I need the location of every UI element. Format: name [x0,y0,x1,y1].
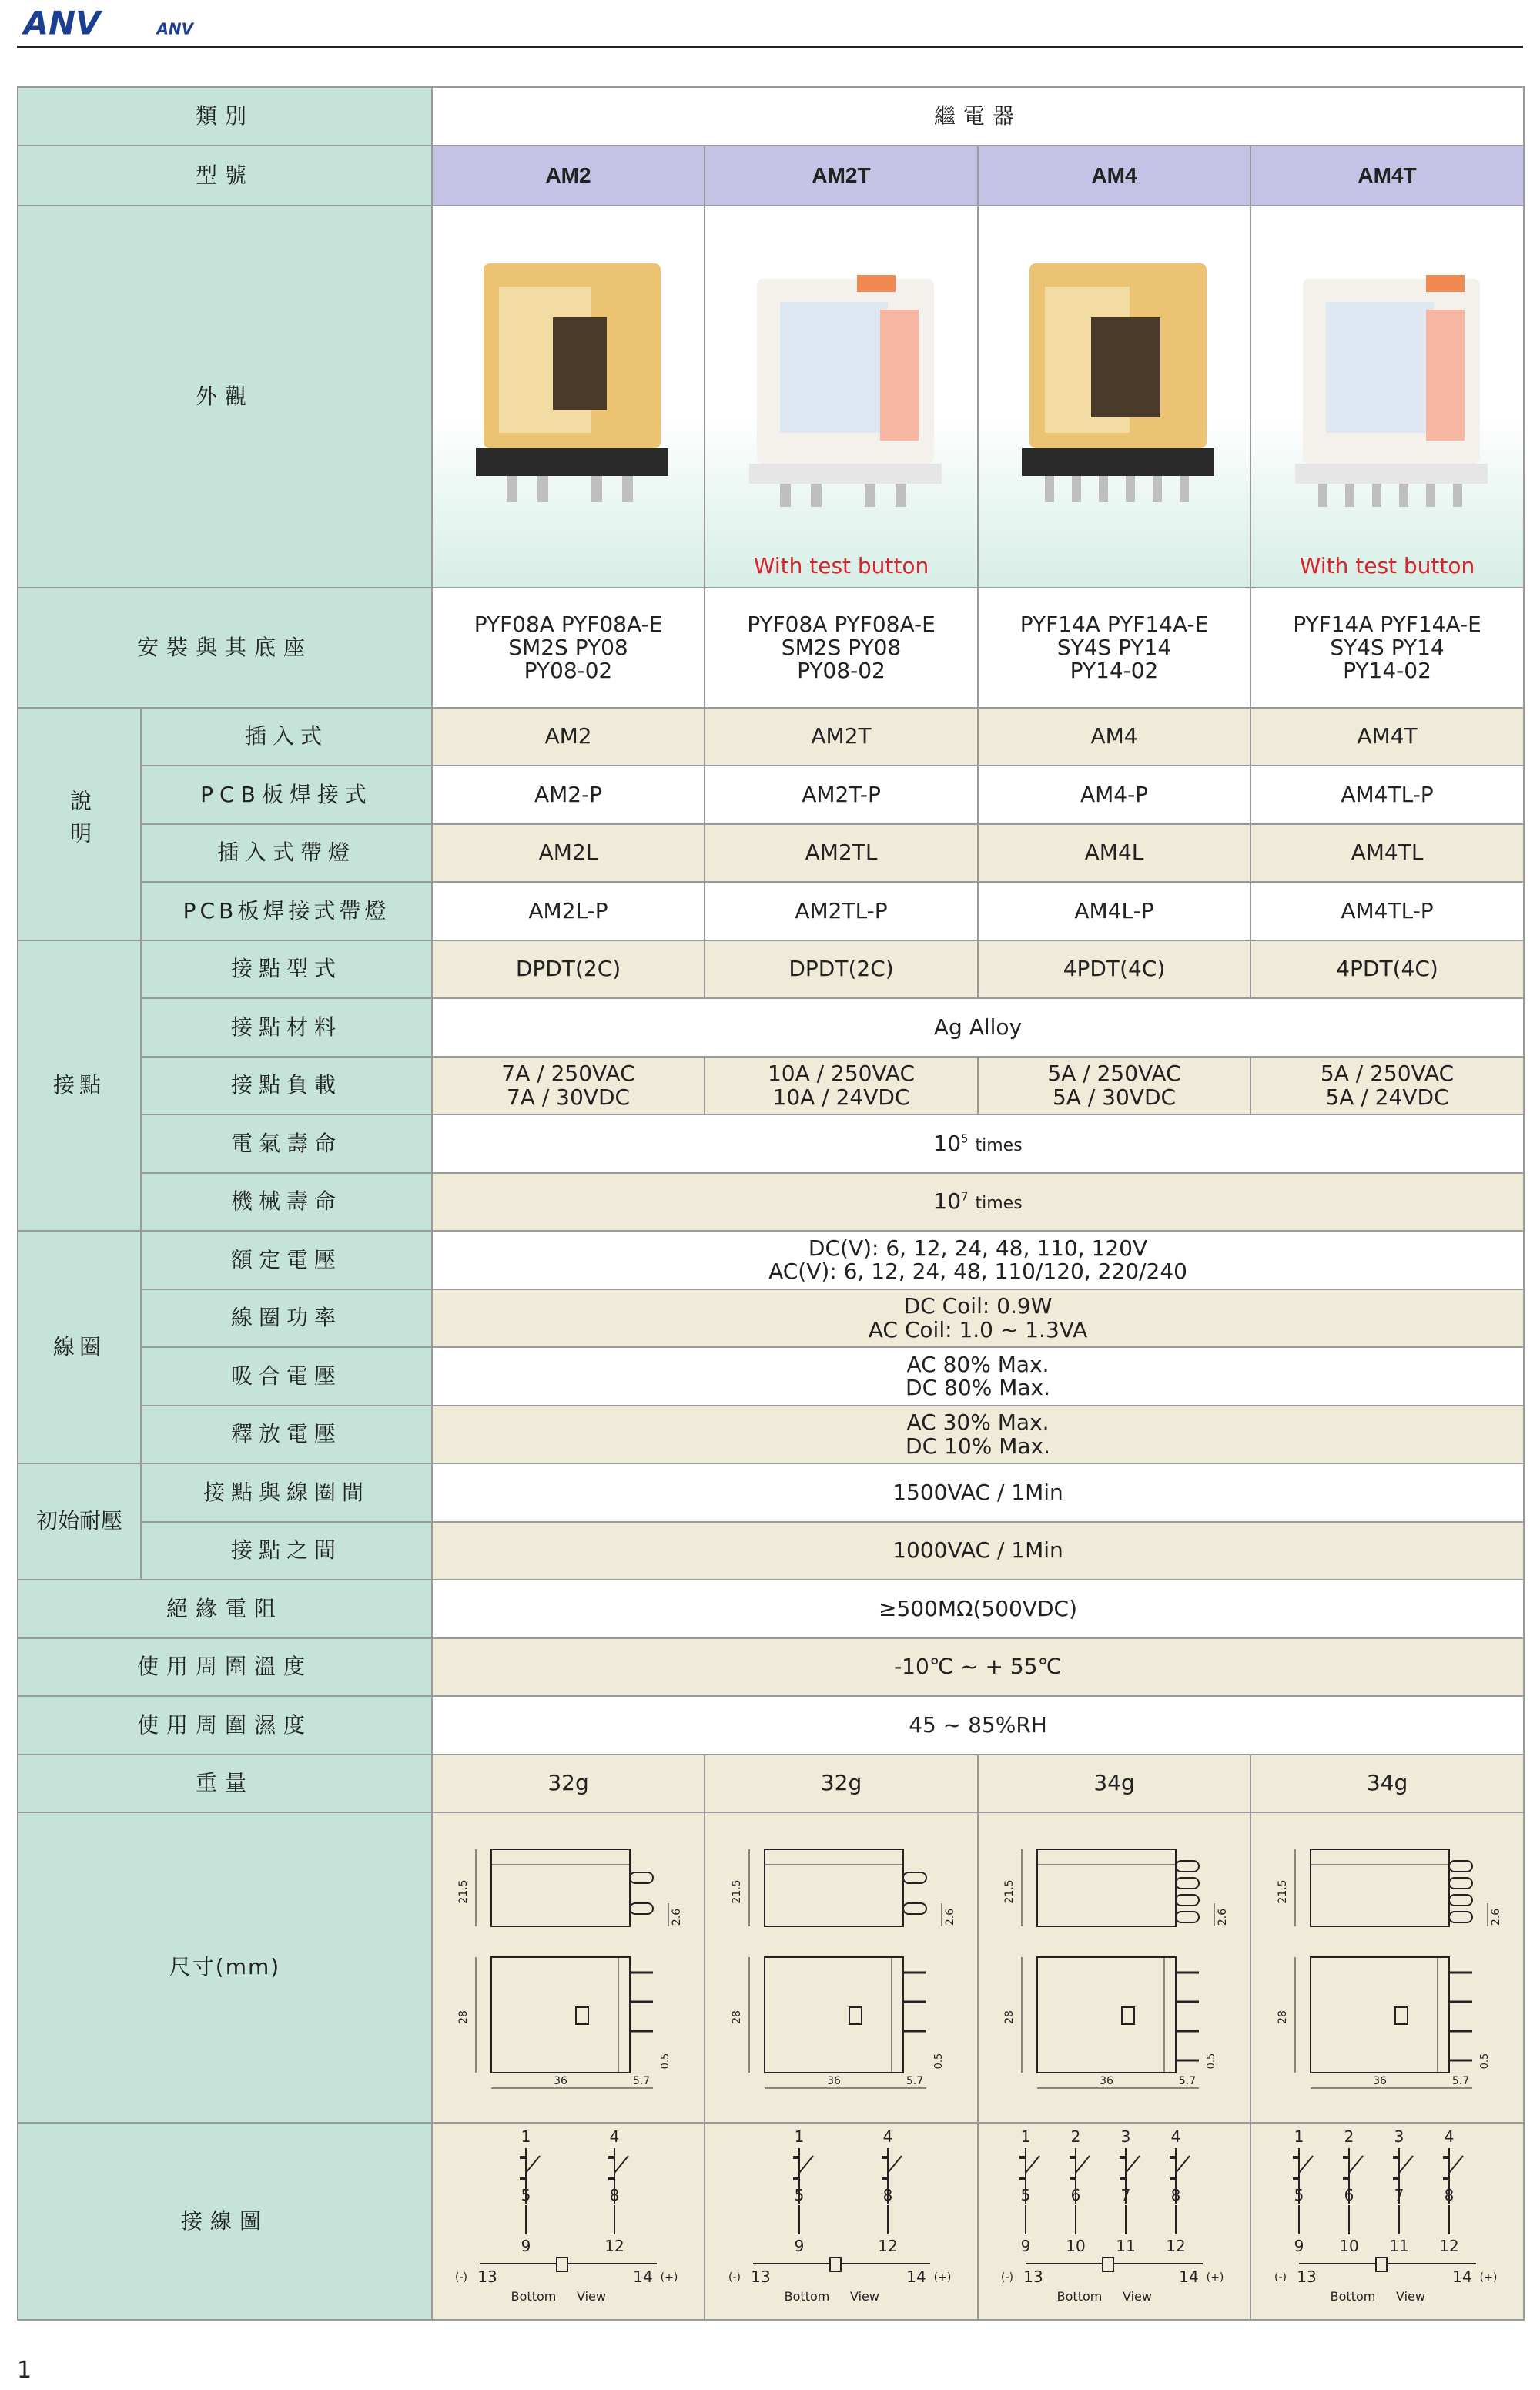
terminal-label: 12 [1166,2236,1186,2255]
contact-switch [1026,2156,1040,2173]
release-value [432,1406,1524,1463]
power-line: AC Coil: 1.0 ~ 1.3VA [868,1316,1088,1342]
desc-value: AM4-P [978,766,1250,824]
row-pickup [18,1347,1524,1406]
bottom-view-label: View [1395,2288,1425,2304]
coil-symbol [1103,2258,1113,2271]
coil-minus-label: (-) [728,2271,741,2284]
model-am4: AM4 [978,146,1250,206]
bottom-view-label: View [577,2288,606,2304]
mounting-line: PYF14A PYF14A-E [1019,611,1209,637]
dimension-drawing [991,1818,1237,2111]
dimension-drawing-cell [978,1812,1250,2123]
dimension-pin-text: 2.6 [671,1909,684,1926]
pickup-line: AC 80% Max. [906,1351,1050,1377]
weight-value: 34g [1250,1755,1524,1812]
terminal-label: 5 [1294,2185,1304,2204]
photo-cell-am2 [432,206,705,588]
wiring-diagram [1260,2127,1515,2311]
dimension-width-text: 36 [1100,2075,1113,2088]
contact-type-value: 4PDT(4C) [978,940,1250,998]
coil-terminal-label: 13 [477,2267,497,2286]
pin-outline [1449,1895,1472,1906]
wiring-diagram [441,2127,695,2311]
dimension-pin-text: 2.6 [1217,1909,1230,1926]
pin-outline [1176,1895,1199,1906]
mechanical-life-label: 機械壽命 [141,1173,432,1231]
contact-load-am2t [705,1057,978,1115]
category-label: 類別 [18,87,432,146]
desc-value: AM2-P [432,766,705,824]
wiring-diagram-cell [978,2123,1250,2320]
terminal-label: 10 [1066,2236,1086,2255]
coil-terminal-label: 13 [750,2267,771,2286]
terminal-label: 8 [1170,2185,1181,2204]
terminal-label: 2 [1070,2127,1081,2146]
row-coil-power [18,1289,1524,1347]
contact-type-value: DPDT(2C) [432,940,705,998]
release-label: 釋放電壓 [141,1406,432,1463]
relay-photo-am4t [1272,233,1503,556]
voltage-line: DC(V): 6, 12, 24, 48, 110, 120V [808,1235,1148,1261]
dimension-height-text: 21.5 [457,1879,470,1904]
dimension-pitch-text: 0.5 [932,2053,945,2070]
contact-switch [1299,2156,1313,2173]
dimension-depth-text: 28 [1003,2010,1016,2025]
desc-label: 插入式 [141,708,432,766]
contact-switch [799,2156,813,2173]
row-model [18,146,1524,206]
terminal-label: 11 [1388,2236,1409,2255]
desc-value: AM2L-P [432,882,705,940]
row-insulation [18,1580,1524,1638]
terminal-label: 4 [1444,2127,1454,2146]
pin-outline [903,1872,926,1883]
row-contact-type [18,940,1524,998]
contact-switch [888,2156,902,2173]
between-contacts-value: 1000VAC / 1Min [432,1522,1524,1580]
terminal-label: 6 [1344,2185,1354,2204]
desc-value: AM4 [978,708,1250,766]
coil-terminal-label: 14 [906,2267,926,2286]
temperature-value: -10℃ ~ + 55℃ [432,1638,1524,1696]
contact-material-label: 接點材料 [141,998,432,1057]
pin-outline [1449,1912,1472,1922]
terminal-label: 1 [1020,2127,1031,2146]
terminal-label: 1 [521,2127,531,2146]
dimension-width-text: 36 [826,2075,841,2088]
relay-spec-table [17,86,1525,2321]
row-category [18,87,1524,146]
release-line: AC 30% Max. [906,1410,1050,1436]
desc-label: PCB板焊接式 [141,766,432,824]
dimension-width-text: 36 [554,2075,567,2088]
contact-type-value: DPDT(2C) [705,940,978,998]
weight-label: 重量 [18,1755,432,1812]
row-wiring [18,2123,1524,2320]
mounting-line: PYF14A PYF14A-E [1293,611,1481,637]
relay-side-outline [1037,1849,1176,1926]
load-line: 5A / 30VDC [1052,1084,1177,1110]
electrical-life-value [432,1115,1524,1173]
terminal-label: 5 [794,2185,804,2204]
mounting-line: SM2S PY08 [508,634,628,660]
relay-photo-am4 [999,233,1230,556]
row-between-contacts [18,1522,1524,1580]
terminal-label: 9 [794,2236,804,2255]
desc-value: AM4TL-P [1250,882,1524,940]
contact-switch [1399,2156,1413,2173]
dimension-drawing-cell [1250,1812,1524,2123]
contact-switch [1076,2156,1090,2173]
contact-coil-label: 接點與線圈間 [141,1463,432,1522]
test-button-note-am4t: With test button [1299,552,1475,578]
load-line: 7A / 30VDC [506,1084,631,1110]
terminal-label: 4 [882,2127,892,2146]
mounting-line: PY14-02 [1070,658,1159,684]
voltage-line: AC(V): 6, 12, 24, 48, 110/120, 220/240 [768,1259,1187,1284]
load-line: 7A / 250VAC [501,1061,635,1087]
mounting-line: SM2S PY08 [781,634,902,660]
desc-label: 插入式帶燈 [141,824,432,882]
row-humidity [18,1696,1524,1755]
load-line: 5A / 250VAC [1320,1061,1455,1087]
mounting-am2 [432,588,705,708]
coil-minus-label: (-) [1001,2271,1014,2284]
test-button-note-am2t: With test button [753,552,929,578]
desc-value: AM4TL-P [1250,766,1524,824]
contact-switch [1126,2156,1140,2173]
bottom-view-label: Bottom [1330,2288,1375,2304]
coil-minus-label: (-) [1274,2271,1287,2284]
load-line: 10A / 250VAC [767,1061,916,1087]
contact-material-value: Ag Alloy [432,998,1524,1057]
coil-terminal-label: 14 [1451,2267,1472,2286]
electrical-life-label: 電氣壽命 [141,1115,432,1173]
dimension-height-text: 21.5 [730,1879,743,1904]
model-am2t: AM2T [705,146,978,206]
category-value: 繼電器 [432,87,1524,146]
dimension-pin-text: 2.6 [943,1909,956,1926]
weight-value: 34g [978,1755,1250,1812]
mounting-am4 [978,588,1250,708]
coil-terminal-label: 14 [1179,2267,1199,2286]
pickup-label: 吸合電壓 [141,1347,432,1406]
release-line: DC 10% Max. [906,1433,1050,1459]
photo-cell-am2t [705,206,978,588]
terminal-label: 11 [1116,2236,1136,2255]
coil-symbol [557,2258,567,2271]
row-rated-voltage [18,1231,1524,1289]
terminal-label: 9 [1020,2236,1031,2255]
wiring-diagram [715,2127,969,2311]
model-am2: AM2 [432,146,705,206]
dimension-width-text: 36 [1372,2075,1387,2088]
terminal-label: 8 [1444,2185,1454,2204]
contact-switch [1176,2156,1190,2173]
appearance-label: 外觀 [18,206,432,588]
rated-voltage-label: 額定電壓 [141,1231,432,1289]
contact-load-am4 [978,1057,1250,1115]
contact-switch [614,2156,628,2173]
dimension-drawing-cell [432,1812,705,2123]
relay-photo-am2t [726,233,957,556]
terminal-label: 9 [521,2236,531,2255]
relay-photo-am2 [453,233,684,556]
mounting-line: SY4S PY14 [1056,634,1172,660]
terminal-label: 7 [1394,2185,1404,2204]
dimension-pitch-text: 0.5 [660,2053,672,2070]
pin-outline [630,1872,653,1883]
dimension-drawing [445,1818,691,2111]
pickup-line: DC 80% Max. [906,1375,1050,1400]
coil-symbol [830,2258,841,2271]
dimension-drawing-cell [705,1812,978,2123]
photo-cell-am4t [1250,206,1524,588]
terminal-label: 12 [1438,2236,1459,2255]
pin-outline [1176,1861,1199,1872]
load-line: 5A / 24VDC [1325,1084,1449,1110]
row-mechanical-life [18,1173,1524,1231]
wiring-diagram-cell [432,2123,705,2320]
mounting-am4t [1250,588,1524,708]
mechanical-life-value [432,1173,1524,1231]
photo-cell-am4 [978,206,1250,588]
dimension-height-text: 21.5 [1003,1879,1016,1904]
dimension-drawing [718,1818,965,2111]
dimension-label: 尺寸(mm) [18,1812,432,2123]
relay-front-outline [491,1957,630,2073]
life-exp: 5 [961,1131,969,1146]
load-line: 5A / 250VAC [1047,1061,1181,1087]
coil-plus-label: (+) [1479,2271,1497,2284]
terminal-label: 8 [882,2185,892,2204]
contact-type-label: 接點型式 [141,940,432,998]
pin-outline [1176,1878,1199,1889]
mounting-line: PYF08A PYF08A-E [474,611,663,637]
humidity-label: 使用周圍濕度 [18,1696,432,1755]
bottom-view-label: View [1123,2288,1152,2304]
coil-terminal-label: 13 [1296,2267,1317,2286]
header-rule [17,46,1523,48]
row-electrical-life [18,1115,1524,1173]
terminal-label: 5 [521,2185,531,2204]
logo-text-small: ANV [156,19,194,39]
desc-value: AM2TL [705,824,978,882]
latch-outline [1122,2007,1134,2024]
life-base: 10 [933,1188,962,1215]
pin-outline [630,1903,653,1914]
terminal-label: 1 [1294,2127,1304,2146]
pin-outline [1449,1861,1472,1872]
insulation-label: 絕緣電阻 [18,1580,432,1638]
pin-outline [1176,1912,1199,1922]
bottom-view-label: Bottom [1056,2288,1103,2304]
desc-value: AM2TL-P [705,882,978,940]
weight-value: 32g [705,1755,978,1812]
anv-logo [14,8,229,39]
coil-power-label: 線圈功率 [141,1289,432,1347]
wiring-diagram-cell [1250,2123,1524,2320]
life-base: 10 [933,1130,962,1156]
contact-switch [1449,2156,1463,2173]
dimension-pinw-text: 5.7 [1178,2075,1197,2088]
terminal-label: 12 [604,2236,624,2255]
dimension-depth-text: 28 [1276,2010,1289,2025]
desc-value: AM2T-P [705,766,978,824]
row-weight [18,1755,1524,1812]
contact-coil-value: 1500VAC / 1Min [432,1463,1524,1522]
relay-front-outline [765,1957,903,2073]
terminal-label: 6 [1070,2185,1081,2204]
dimension-pinw-text: 5.7 [906,2075,923,2088]
terminal-label: 3 [1120,2127,1131,2146]
contact-type-value: 4PDT(4C) [1250,940,1524,998]
wiring-diagram [987,2127,1241,2311]
pickup-value [432,1347,1524,1406]
coil-group-label: 線圈 [18,1231,141,1463]
coil-plus-label: (+) [933,2271,951,2284]
power-line: DC Coil: 0.9W [903,1293,1053,1319]
terminal-label: 12 [877,2236,898,2255]
contact-load-am2 [432,1057,705,1115]
row-contact-material [18,998,1524,1057]
relay-side-outline [1311,1849,1449,1926]
desc-value: AM4T [1250,708,1524,766]
dimension-depth-text: 28 [730,2010,743,2025]
wiring-label: 接線圖 [18,2123,432,2320]
mounting-line: PY14-02 [1343,658,1431,684]
mounting-am2t [705,588,978,708]
latch-outline [849,2007,862,2024]
mounting-line: PYF08A PYF08A-E [747,611,936,637]
mounting-line: PY08-02 [797,658,886,684]
coil-plus-label: (+) [1206,2271,1224,2284]
pin-outline [903,1903,926,1914]
coil-terminal-label: 14 [633,2267,653,2286]
coil-minus-label: (-) [455,2271,468,2284]
coil-symbol [1376,2258,1387,2271]
relay-side-outline [765,1849,903,1926]
row-dimensions [18,1812,1524,2123]
rated-voltage-value [432,1231,1524,1289]
relay-front-outline [1037,1957,1176,2073]
coil-terminal-label: 13 [1023,2267,1043,2286]
latch-outline [1395,2007,1408,2024]
terminal-label: 8 [609,2185,620,2204]
mounting-label: 安裝與其底座 [18,588,432,708]
terminal-label: 5 [1020,2185,1031,2204]
relay-side-outline [491,1849,630,1926]
temperature-label: 使用周圍溫度 [18,1638,432,1696]
bottom-view-label: Bottom [511,2288,557,2304]
row-mounting [18,588,1524,708]
logo-text-large: ANV [23,8,101,39]
life-unit: times [975,1135,1023,1155]
load-line: 10A / 24VDC [772,1084,910,1110]
relay-front-outline [1311,1957,1449,2073]
dimension-depth-text: 28 [457,2010,470,2025]
contact-load-am4t [1250,1057,1524,1115]
latch-outline [576,2007,588,2024]
dimension-pitch-text: 0.5 [1206,2053,1218,2070]
desc-value: AM4L-P [978,882,1250,940]
desc-value: AM2T [705,708,978,766]
coil-plus-label: (+) [660,2271,678,2284]
terminal-label: 4 [609,2127,620,2146]
dimension-pitch-text: 0.5 [1478,2053,1491,2070]
desc-value: AM2L [432,824,705,882]
dielectric-group-label: 初始耐壓 [18,1463,141,1580]
mounting-line: SY4S PY14 [1330,634,1445,660]
contact-switch [526,2156,540,2173]
between-contacts-label: 接點之間 [141,1522,432,1580]
terminal-label: 9 [1294,2236,1304,2255]
row-temperature [18,1638,1524,1696]
row-desc-plugin-lamp [18,824,1524,882]
humidity-value: 45 ~ 85%RH [432,1696,1524,1755]
wiring-diagram-cell [705,2123,978,2320]
row-appearance [18,206,1524,588]
contact-load-label: 接點負載 [141,1057,432,1115]
pin-outline [1449,1878,1472,1889]
desc-value: AM4L [978,824,1250,882]
life-exp: 7 [961,1190,969,1205]
insulation-value: ≥500MΩ(500VDC) [432,1580,1524,1638]
terminal-label: 3 [1394,2127,1404,2146]
dimension-pin-text: 2.6 [1489,1909,1502,1926]
weight-value: 32g [432,1755,705,1812]
terminal-label: 7 [1120,2185,1131,2204]
row-contact-load [18,1057,1524,1115]
terminal-label: 4 [1170,2127,1181,2146]
row-desc-pcb-lamp [18,882,1524,940]
contact-group-label: 接點 [18,940,141,1231]
model-label: 型號 [18,146,432,206]
model-am4t: AM4T [1250,146,1524,206]
terminal-label: 10 [1338,2236,1359,2255]
mounting-line: PY08-02 [524,658,613,684]
terminal-label: 2 [1344,2127,1354,2146]
desc-group-text: 說明 [67,789,93,854]
page-number: 1 [17,2357,32,2384]
desc-value: AM2 [432,708,705,766]
life-unit: times [975,1194,1023,1214]
desc-value: AM4TL [1250,824,1524,882]
dimension-pinw-text: 5.7 [632,2075,651,2088]
dimension-drawing [1264,1818,1511,2111]
row-release [18,1406,1524,1463]
desc-group-label [18,708,141,940]
desc-label: PCB板焊接式帶燈 [141,882,432,940]
terminal-label: 1 [794,2127,804,2146]
row-desc-pcb [18,766,1524,824]
bottom-view-label: Bottom [784,2288,829,2304]
dimension-pinw-text: 5.7 [1451,2075,1469,2088]
row-desc-plugin [18,708,1524,766]
coil-power-value [432,1289,1524,1347]
dimension-height-text: 21.5 [1276,1879,1289,1904]
bottom-view-label: View [849,2288,879,2304]
row-contact-coil [18,1463,1524,1522]
contact-switch [1349,2156,1363,2173]
